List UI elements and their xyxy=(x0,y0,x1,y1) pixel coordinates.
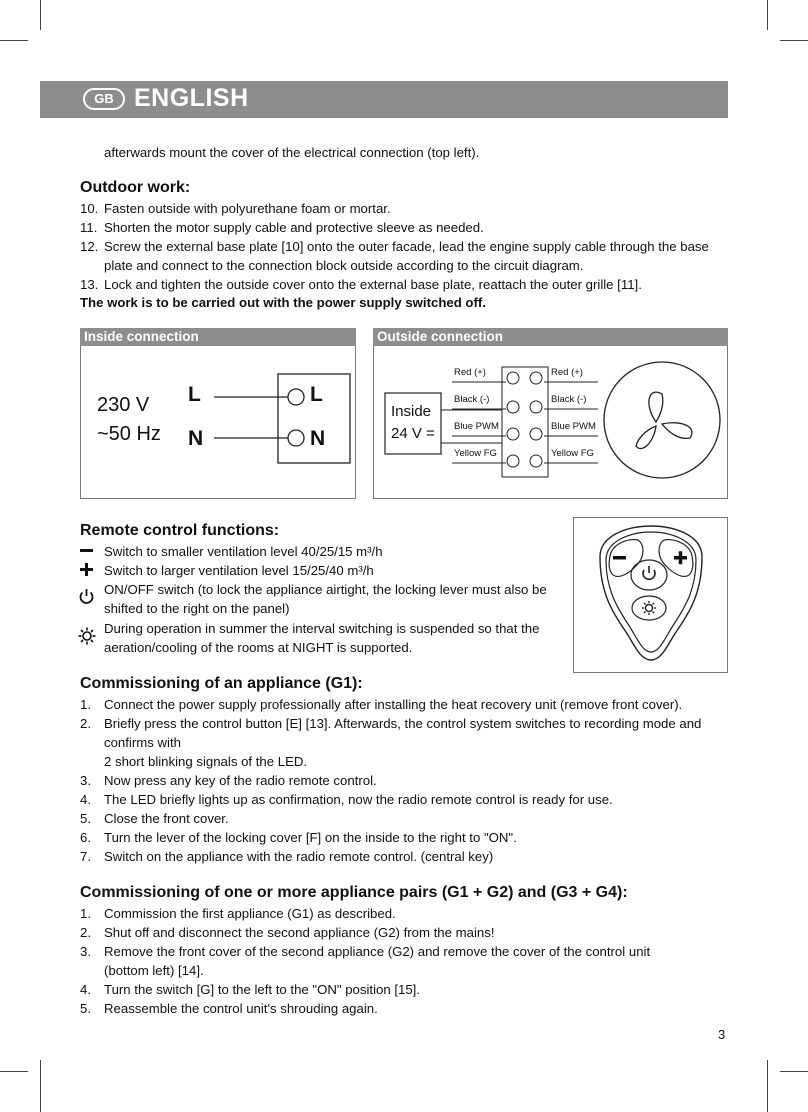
inside-connection-title: Inside connection xyxy=(80,328,356,346)
inside-wiring-diagram xyxy=(208,370,353,470)
list-item: Fasten outside with polyurethane foam or mortar. xyxy=(104,201,391,216)
list-number: 4. xyxy=(80,982,91,997)
remote-item: shifted to the right on the panel) xyxy=(104,601,290,616)
list-item: Shut off and disconnect the second appliance (G2) from the mains! xyxy=(104,925,495,940)
list-item: Lock and tighten the outside cover onto the external base plate, reattach the outer grille [11]. xyxy=(104,277,642,292)
list-item: Switch on the appliance with the radio remote control. (central key) xyxy=(104,849,494,864)
terminal-l-label: L xyxy=(188,383,201,406)
crop-mark xyxy=(767,1060,768,1112)
list-item: Now press any key of the radio remote control. xyxy=(104,773,377,788)
intro-line: afterwards mount the cover of the electrical connection (top left). xyxy=(104,145,480,160)
list-number: 2. xyxy=(80,716,91,731)
list-item: Remove the front cover of the second appliance (G2) and remove the cover of the control unit xyxy=(104,944,651,959)
crop-mark xyxy=(40,1060,41,1112)
outdoor-heading: Outdoor work: xyxy=(80,179,191,196)
plus-icon xyxy=(79,562,95,578)
warning-text: The work is to be carried out with the power supply switched off. xyxy=(80,295,486,310)
list-item: Close the front cover. xyxy=(104,811,229,826)
wire-label-left: Black (-) xyxy=(454,394,490,405)
sun-icon xyxy=(78,627,96,645)
page-number: 3 xyxy=(718,1027,726,1042)
list-item: Commission the first appliance (G1) as described. xyxy=(104,906,396,921)
list-number: 5. xyxy=(80,1001,91,1016)
crop-mark xyxy=(40,0,41,30)
list-number: 1. xyxy=(80,697,91,712)
crop-mark xyxy=(0,1071,28,1072)
list-number: 6. xyxy=(80,830,91,845)
language-code-badge: GB xyxy=(83,88,125,110)
wire-label-left: Yellow FG xyxy=(454,448,497,459)
remote-control-illustration xyxy=(580,522,722,668)
inside-frequency: ~50 Hz xyxy=(97,423,161,445)
list-number: 3. xyxy=(80,773,91,788)
terminal-n-label: N xyxy=(188,427,204,450)
remote-item: ON/OFF switch (to lock the appliance airtight, the locking lever must also be xyxy=(104,582,547,597)
power-icon xyxy=(78,588,95,605)
terminal-n-block-label: N xyxy=(310,427,326,450)
wire-label-left: Red (+) xyxy=(454,367,486,378)
list-number: 2. xyxy=(80,925,91,940)
wire-label-right: Blue PWM xyxy=(551,421,596,432)
wire-label-right: Yellow FG xyxy=(551,448,594,459)
list-item: Connect the power supply professionally after installing the heat recovery unit (remove front cover). xyxy=(104,697,683,712)
crop-mark xyxy=(780,1071,808,1072)
wire-label-right: Black (-) xyxy=(551,394,587,405)
terminal-l-block-label: L xyxy=(310,383,323,406)
list-item: Briefly press the control button [E] [13]. Afterwards, the control system switches to recording mode and xyxy=(104,716,702,731)
list-number: 13. xyxy=(80,277,99,292)
outside-source-label: Inside xyxy=(391,403,432,420)
crop-mark xyxy=(0,40,28,41)
remote-item: Switch to larger ventilation level 15/25/40 m³/h xyxy=(104,563,374,578)
commissioning-pairs-heading: Commissioning of one or more appliance pairs (G1 + G2) and (G3 + G4): xyxy=(80,884,628,901)
inside-voltage: 230 V xyxy=(97,394,150,416)
outside-source-voltage: 24 V = xyxy=(391,425,435,442)
list-number: 3. xyxy=(80,944,91,959)
list-number: 11. xyxy=(80,220,98,235)
list-item: Turn the lever of the locking cover [F] on the inside to the right to "ON". xyxy=(104,830,517,845)
list-number: 12. xyxy=(80,239,99,254)
outside-connection-title: Outside connection xyxy=(373,328,728,346)
crop-mark xyxy=(780,40,808,41)
wire-label-left: Blue PWM xyxy=(454,421,499,432)
crop-mark xyxy=(767,0,768,30)
list-item: (bottom left) [14]. xyxy=(104,963,204,978)
list-item: Reassemble the control unit's shrouding again. xyxy=(104,1001,378,1016)
wire-label-right: Red (+) xyxy=(551,367,583,378)
list-number: 4. xyxy=(80,792,91,807)
list-item: plate and connect to the connection block outside according to the circuit diagram. xyxy=(104,258,584,273)
list-item: Screw the external base plate [10] onto the outer facade, lead the engine supply cable through the base xyxy=(104,239,709,254)
commissioning-g1-heading: Commissioning of an appliance (G1): xyxy=(80,675,363,692)
list-item: Shorten the motor supply cable and protective sleeve as needed. xyxy=(104,220,484,235)
fan-icon xyxy=(636,392,692,448)
remote-item: Switch to smaller ventilation level 40/25/15 m³/h xyxy=(104,544,383,559)
list-number: 5. xyxy=(80,811,91,826)
remote-item: During operation in summer the interval switching is suspended so that the xyxy=(104,621,540,636)
list-item: 2 short blinking signals of the LED. xyxy=(104,754,308,769)
list-item: The LED briefly lights up as confirmation, now the radio remote control is ready for use. xyxy=(104,792,613,807)
language-title: ENGLISH xyxy=(134,84,249,112)
minus-icon xyxy=(79,543,95,559)
list-number: 7. xyxy=(80,849,91,864)
remote-heading: Remote control functions: xyxy=(80,522,280,539)
remote-item: aeration/cooling of the rooms at NIGHT is supported. xyxy=(104,640,413,655)
list-item: confirms with xyxy=(104,735,181,750)
list-number: 1. xyxy=(80,906,91,921)
list-item: Turn the switch [G] to the left to the "ON" position [15]. xyxy=(104,982,420,997)
list-number: 10. xyxy=(80,201,99,216)
